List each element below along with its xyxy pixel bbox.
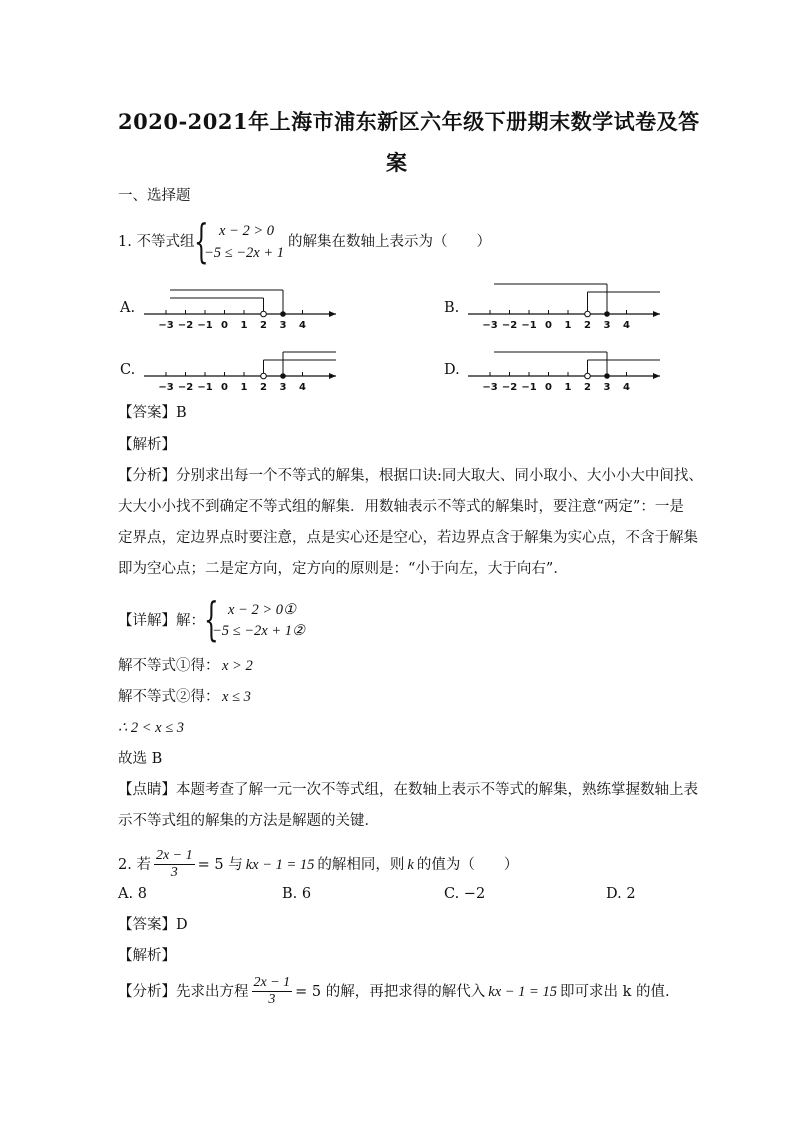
q1-step3-result: ∴ 2 < x ≤ 3 [118, 720, 185, 736]
q2-fraction [154, 848, 195, 881]
tick-label: 2 [584, 320, 591, 331]
q1-step1-result: x > 2 [222, 658, 253, 674]
q1-detail-prefix: 【详解】解： [118, 613, 205, 629]
q2-fraction-numerator: 2x − 1 [155, 848, 193, 863]
q2-option-b: B. 6 [282, 886, 312, 902]
tick-label: 4 [623, 320, 630, 331]
option-b-label: B. [444, 300, 460, 316]
option-d-number-line [464, 334, 664, 394]
q2-analysis-mid: = 5 的解，再把求得的解代入 [295, 983, 486, 1000]
q2-analysis-fraction-denominator: 3 [268, 992, 276, 1007]
q2-analysis [118, 975, 670, 1008]
q2-analysis-equation: kx − 1 = 15 [488, 983, 557, 1000]
q2-equation: kx − 1 = 15 [245, 856, 315, 873]
tick-label: 0 [221, 320, 228, 331]
q2-analysis-prefix: 【分析】先求出方程 [118, 983, 249, 1000]
section-heading: 一、选择题 [118, 188, 191, 204]
tick-label: 1 [564, 320, 572, 331]
open-point [585, 373, 591, 379]
q1-detail-brace-icon: { [204, 592, 219, 646]
q1-detail-system-line2: −5 ≤ −2x + 1② [212, 623, 305, 639]
tick-label: 1 [240, 320, 248, 331]
tick-label: 0 [221, 382, 228, 393]
q2-stem [118, 848, 518, 881]
axis-arrow-icon [653, 311, 660, 317]
q2-answer: 【答案】D [118, 917, 188, 933]
tick-label: −2 [501, 320, 518, 331]
q1-suffix: 的解集在数轴上表示为（ ） [288, 234, 491, 250]
q2-suffix1: 的解相同，则 [317, 856, 405, 873]
tick-label: 4 [623, 382, 630, 393]
closed-point [280, 373, 286, 379]
document-title: 2020-2021年上海市浦东新区六年级下册期末数学试卷及答 [118, 109, 700, 134]
tick-label: 0 [545, 320, 552, 331]
q2-option-c: C. −2 [444, 886, 486, 902]
option-b-number-line [464, 272, 664, 332]
q1-system-line2: −5 ≤ −2x + 1 [204, 245, 284, 261]
tick-label: −3 [482, 382, 498, 393]
tick-label: 3 [279, 320, 287, 331]
tick-label: 1 [564, 382, 572, 393]
tick-label: −1 [197, 320, 213, 331]
q1-system-line1: x − 2 > 0 [219, 223, 275, 239]
q1-analysis-line: 【分析】分别求出每一个不等式的解集，根据口诀:同大取大、同小取小、大小小大中间找、 [118, 468, 703, 484]
q1-analysis-head: 【解析】 [118, 437, 176, 453]
q1-comment-line: 示不等式组的解集的方法是解题的关键． [118, 813, 379, 829]
closed-point [280, 311, 286, 317]
q1-step2-result: x ≤ 3 [222, 689, 251, 705]
tick-label: 4 [299, 320, 306, 331]
q2-analysis-head: 【解析】 [118, 948, 176, 964]
closed-point [604, 373, 610, 379]
q1-analysis-line: 大大小小找不到确定不等式组的解集．用数轴表示不等式的解集时，要注意“两定”：一是 [118, 499, 684, 515]
document-title-continued: 案 [386, 150, 408, 175]
tick-label: 3 [279, 382, 287, 393]
tick-label: 2 [260, 320, 267, 331]
q2-fraction-denominator: 3 [170, 865, 178, 880]
option-a-number-line [140, 272, 340, 332]
tick-label: −1 [521, 320, 537, 331]
q1-brace-icon: { [194, 214, 209, 268]
tick-label: 2 [260, 382, 267, 393]
q1-choose: 故选 B [118, 751, 163, 767]
q1-prefix: 1. 不等式组 [118, 234, 195, 250]
tick-label: −3 [158, 382, 174, 393]
tick-label: 3 [603, 320, 611, 331]
q2-suffix2: 的值为（ ） [416, 856, 519, 873]
tick-label: −2 [177, 320, 194, 331]
q2-analysis-fraction-numerator: 2x − 1 [253, 975, 291, 990]
option-a-label: A. [120, 300, 136, 316]
q1-analysis-line: 定界点，定边界点时要注意，点是实心还是空心，若边界点含于解集为实心点，不含于解集 [118, 530, 698, 546]
open-point [261, 311, 267, 317]
q2-mid: = 5 与 [197, 856, 243, 873]
tick-label: 3 [603, 382, 611, 393]
tick-label: 4 [299, 382, 306, 393]
closed-point [604, 311, 610, 317]
tick-label: −2 [501, 382, 518, 393]
q1-comment-line: 【点睛】本题考查了解一元一次不等式组，在数轴上表示不等式的解集，熟练掌握数轴上表 [118, 782, 698, 798]
tick-label: −2 [177, 382, 194, 393]
q1-analysis-line: 即为空心点；二是定方向，定方向的原则是：“小于向左，大于向右”． [118, 561, 568, 577]
option-c-label: C. [120, 362, 136, 378]
tick-label: −3 [158, 320, 174, 331]
tick-label: −1 [521, 382, 537, 393]
q2-option-d: D. 2 [606, 886, 636, 902]
q1-step2-label: 解不等式②得： [118, 689, 220, 705]
tick-label: 0 [545, 382, 552, 393]
option-d-label: D. [444, 362, 460, 378]
q2-analysis-fraction [252, 975, 293, 1008]
q2-analysis-suffix: 即可求出 k 的值. [559, 983, 670, 1000]
axis-arrow-icon [653, 373, 660, 379]
q1-detail-system-line1: x − 2 > 0① [228, 602, 297, 618]
tick-label: 2 [584, 382, 591, 393]
open-point [585, 311, 591, 317]
tick-label: −3 [482, 320, 498, 331]
axis-arrow-icon [329, 373, 336, 379]
q2-prefix: 2. 若 [118, 856, 151, 873]
tick-label: −1 [197, 382, 213, 393]
q1-step1-label: 解不等式①得： [118, 658, 220, 674]
open-point [261, 373, 267, 379]
q2-option-a: A. 8 [118, 886, 147, 902]
q1-answer: 【答案】B [118, 405, 187, 421]
axis-arrow-icon [329, 311, 336, 317]
q2-k: k [407, 856, 414, 873]
option-c-number-line [140, 334, 340, 394]
tick-label: 1 [240, 382, 248, 393]
